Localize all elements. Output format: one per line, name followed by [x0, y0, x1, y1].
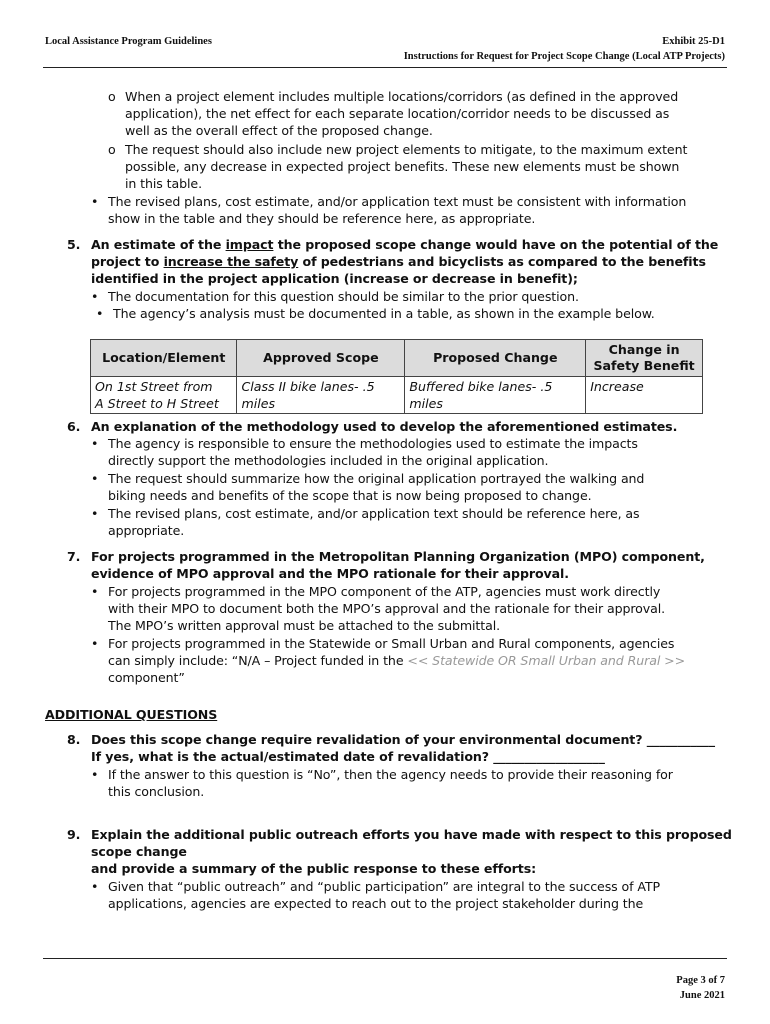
heading-line: evidence of MPO approval and the MPO rationale for their approval.: [91, 566, 569, 581]
bullet-icon: •: [91, 471, 99, 486]
heading-line: project to increase the safety of pedestrians and bicyclists as compared to the benefits: [91, 254, 706, 269]
text-line: application), the net effect for each separate location/corridor needs to be discussed as: [125, 106, 670, 121]
table-cell: On 1st Street from A Street to H Street: [91, 377, 237, 414]
text-line: The agency is responsible to ensure the methodologies used to estimate the impacts: [108, 436, 638, 451]
text-line: If the answer to this question is “No”, then the agency needs to provide their reasoning for: [108, 767, 673, 782]
heading-line: identified in the project application (increase or decrease in benefit);: [91, 271, 578, 286]
text-line: with their MPO to document both the MPO’s approval and the rationale for their approval.: [108, 601, 666, 616]
text-line: The revised plans, cost estimate, and/or application text should be reference here, as: [108, 506, 640, 521]
bullet-icon: •: [91, 767, 99, 782]
bullet-icon: •: [96, 306, 104, 321]
heading-line: Explain the additional public outreach efforts you have made with respect to this proposed: [91, 827, 732, 842]
item-number: 5.: [67, 237, 81, 252]
item-number: 8.: [67, 732, 81, 747]
text-line: The agency’s analysis must be documented in a table, as shown in the example below.: [113, 306, 655, 321]
text-line: biking needs and benefits of the scope that is now being proposed to change.: [108, 488, 592, 503]
text-line: appropriate.: [108, 523, 185, 538]
text-line: well as the overall effect of the proposed change.: [125, 123, 433, 138]
header-change-in: Change in: [608, 342, 680, 357]
scope-change-table: [90, 339, 703, 414]
table-header-row: [91, 340, 703, 377]
circle-bullet-icon: o: [108, 89, 116, 104]
bullet-icon: •: [91, 584, 99, 599]
text-line: For projects programmed in the Statewide or Small Urban and Rural components, agencies: [108, 636, 675, 651]
heading-line: If yes, what is the actual/estimated date of revalidation? __________________: [91, 749, 605, 764]
column-header: Location/Element: [91, 340, 237, 377]
bullet-icon: •: [91, 289, 99, 304]
page-number: Page 3 of 7: [676, 975, 725, 986]
text-line: this conclusion.: [108, 784, 205, 799]
text-line: When a project element includes multiple locations/corridors (as defined in the approved: [125, 89, 679, 104]
text-line: component”: [108, 670, 185, 685]
table-cell: Increase: [586, 377, 703, 414]
column-header: Proposed Change: [405, 340, 586, 377]
placeholder-text: << Statewide OR Small Urban and Rural >>: [407, 653, 686, 668]
text-line: The MPO’s written approval must be attached to the submittal.: [108, 618, 501, 633]
text-line: show in the table and they should be reference here, as appropriate.: [108, 211, 536, 226]
text-line: Given that “public outreach” and “public participation” are integral to the success of ATP: [108, 879, 660, 894]
circle-bullet-icon: o: [108, 142, 116, 157]
text-line: For projects programmed in the MPO component of the ATP, agencies must work directly: [108, 584, 661, 599]
item-number: 6.: [67, 419, 81, 434]
item-number: 7.: [67, 549, 81, 564]
text-line: can simply include: “N/A – Project funded in the << Statewide OR Small Urban and Rural >>: [108, 653, 686, 668]
bullet-icon: •: [91, 194, 99, 209]
heading-line: and provide a summary of the public response to these efforts:: [91, 861, 537, 876]
table-row: [91, 377, 703, 414]
column-header: Approved Scope: [237, 340, 405, 377]
text-line: in this table.: [125, 176, 202, 191]
heading-line: scope change: [91, 844, 187, 859]
text-line: directly support the methodologies included in the original application.: [108, 453, 549, 468]
bullet-icon: •: [91, 879, 99, 894]
text-line: applications, agencies are expected to reach out to the project stakeholder during the: [108, 896, 644, 911]
header-safety-benefit: Safety Benefit: [593, 358, 695, 373]
footer-rule: [43, 958, 727, 959]
text-line: possible, any decrease in expected project benefits. These new elements must be shown: [125, 159, 680, 174]
footer-date: June 2021: [679, 990, 725, 1001]
section-heading: ADDITIONAL QUESTIONS: [45, 707, 218, 722]
header-exhibit: Exhibit 25-D1: [662, 36, 725, 47]
bullet-icon: •: [91, 436, 99, 451]
column-header: [586, 340, 703, 377]
bullet-icon: •: [91, 636, 99, 651]
bullet-icon: •: [91, 506, 99, 521]
heading-line: An explanation of the methodology used to develop the aforementioned estimates.: [91, 419, 678, 434]
heading-line: For projects programmed in the Metropolitan Planning Organization (MPO) component,: [91, 549, 705, 564]
table-cell: Buffered bike lanes- .5 miles: [405, 377, 586, 414]
item-number: 9.: [67, 827, 81, 842]
heading-line: An estimate of the impact the proposed scope change would have on the potential of the: [91, 237, 719, 252]
header-title: Instructions for Request for Project Scope Change (Local ATP Projects): [403, 51, 725, 62]
text-line: The request should also include new project elements to mitigate, to the maximum extent: [125, 142, 688, 157]
text-line: The documentation for this question should be similar to the prior question.: [108, 289, 579, 304]
table-cell: Class II bike lanes- .5 miles: [237, 377, 405, 414]
header-left: Local Assistance Program Guidelines: [45, 36, 212, 47]
text-line: The request should summarize how the original application portrayed the walking and: [108, 471, 645, 486]
heading-line: Does this scope change require revalidation of your environmental document? ___________: [91, 732, 715, 747]
text-line: The revised plans, cost estimate, and/or application text must be consistent with information: [108, 194, 687, 209]
header-rule: [43, 67, 727, 68]
